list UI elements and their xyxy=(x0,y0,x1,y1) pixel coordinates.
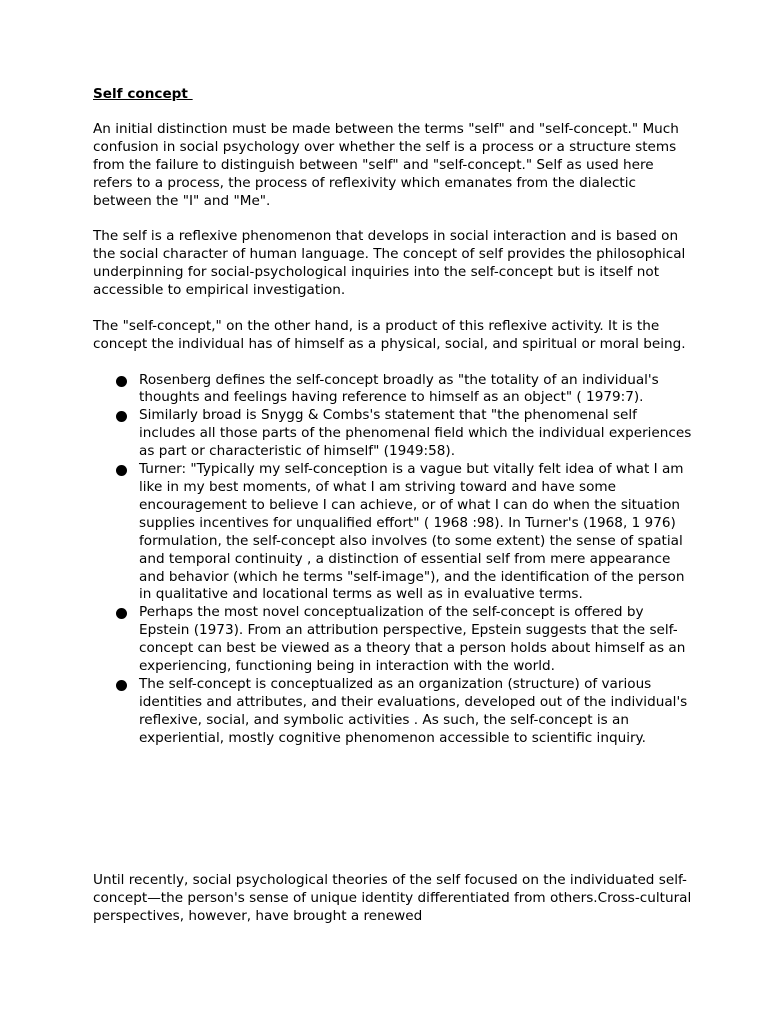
closing-paragraph: Until recently, social psychological theories of the self focused on the individuated self-concept—the person's sense of unique identity differentiated from others.Cross-cultural perspectives, however, have brought a renewed xyxy=(93,872,692,924)
paragraph-1: An initial distinction must be made between the terms "self" and "self-concept." Much confusion in social psychology over whether the self is a process or a structure stems from the failure to distinguish between "self" and "self-concept." Self as used here refers to a process, the process of reflexivity which emanates from the dialectic between the "I" and "Me". xyxy=(93,120,679,209)
bullet-icon xyxy=(116,608,127,619)
list-item xyxy=(93,676,693,748)
document-body xyxy=(93,86,693,748)
list-item xyxy=(93,604,693,676)
list-item xyxy=(93,461,693,604)
list-item-text: Turner: "Typically my self-conception is a vague but vitally felt idea of what I am like in my best moments, of what I am striving toward and have some encouragement to believe I can achieve, or of what I can do when the situation supplies incentives for unqualified effort" ( 1968 :98). In Turner's (1968, 1 976) formulation, the self-concept also involves (to some extent) the sense of spatial and temporal continuity , a distinction of essential self from mere appearance and behavior (which he terms "self-image"), and the identification of the person in qualitative and locational terms as well as in evaluative terms. xyxy=(139,461,685,603)
list-item xyxy=(93,407,693,461)
bullet-icon xyxy=(116,680,127,691)
list-item-text: Similarly broad is Snygg & Combs's statement that "the phenomenal self includes all those parts of the phenomenal field which the individual experiences as part or characteristic of himself" (1949:58). xyxy=(139,407,692,460)
paragraph-3: The "self-concept," on the other hand, is a product of this reflexive activity. It is the concept the individual has of himself as a physical, social, and spiritual or moral being. xyxy=(93,317,686,352)
list-item-text: The self-concept is conceptualized as an organization (structure) of various identities and attributes, and their evaluations, developed out of the individual's reflexive, social, and symbolic activities . As such, the self-concept is an experiential, mostly cognitive phenomenon accessible to scientific inquiry. xyxy=(139,675,688,746)
list-item-text: Rosenberg defines the self-concept broadly as "the totality of an individual's thoughts and feelings having reference to himself as an object" ( 1979:7). xyxy=(139,371,659,406)
bullet-icon xyxy=(116,465,127,476)
document-title: Self concept xyxy=(93,86,193,102)
bullet-icon xyxy=(116,376,127,387)
list-item xyxy=(93,372,693,408)
list-item-text: Perhaps the most novel conceptualization of the self-concept is offered by Epstein (1973). From an attribution perspective, Epstein suggests that the self-concept can best be viewed as a theory that a person holds about himself as an experiencing, functioning being in interaction with the world. xyxy=(139,604,686,675)
bullet-list xyxy=(93,372,693,748)
bullet-icon xyxy=(116,411,127,422)
paragraph-2: The self is a reflexive phenomenon that develops in social interaction and is based on the social character of human language. The concept of self provides the philosophical underpinning for social-psychological inquiries into the self-concept but is itself not accessible to empirical investigation. xyxy=(93,228,686,299)
